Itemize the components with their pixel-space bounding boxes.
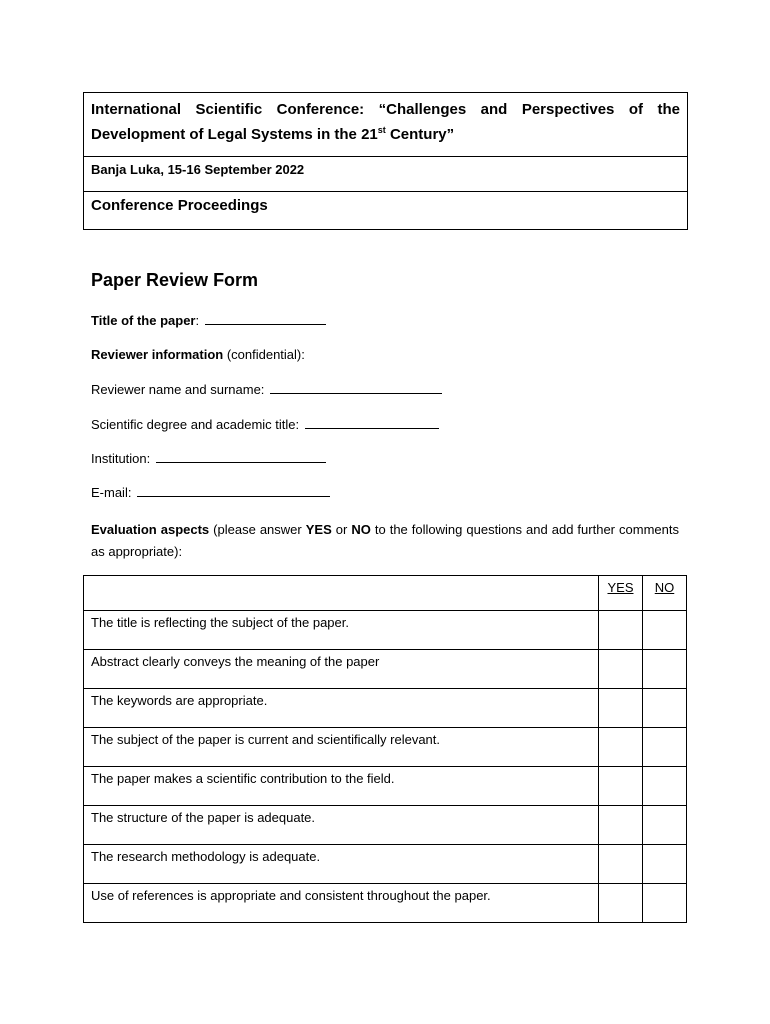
reviewer-name-line <box>91 382 442 397</box>
form-title: Paper Review Form <box>91 270 259 290</box>
yes-answer-cell[interactable] <box>599 728 643 767</box>
reviewer-name-label: Reviewer name and surname: <box>91 382 265 397</box>
table-row <box>84 611 687 650</box>
no-answer-cell[interactable] <box>643 767 687 806</box>
question-text: The paper makes a scientific contribution to the field. <box>84 767 599 806</box>
table-row <box>84 845 687 884</box>
conference-place-date: Banja Luka, 15-16 September 2022 <box>84 157 687 192</box>
yes-answer-cell[interactable] <box>599 845 643 884</box>
question-text: Use of references is appropriate and consistent throughout the paper. <box>84 884 599 923</box>
conference-title-sup: st <box>377 125 386 135</box>
institution-field[interactable] <box>156 452 326 463</box>
no-column-header <box>643 576 687 611</box>
paper-title-line <box>91 313 326 328</box>
email-field[interactable] <box>137 486 330 497</box>
no-answer-cell[interactable] <box>643 884 687 923</box>
reviewer-info-note: (confidential): <box>223 347 305 362</box>
table-row <box>84 728 687 767</box>
no-answer-cell[interactable] <box>643 728 687 767</box>
table-row <box>84 650 687 689</box>
yes-column-header <box>599 576 643 611</box>
yes-answer-cell[interactable] <box>599 689 643 728</box>
evaluation-label: Evaluation aspects <box>91 522 210 537</box>
question-text: The research methodology is adequate. <box>84 845 599 884</box>
conference-title-end: Century” <box>385 126 455 143</box>
email-line <box>91 485 330 500</box>
no-header-label: NO <box>654 580 675 595</box>
table-row <box>84 767 687 806</box>
question-text: The keywords are appropriate. <box>84 689 599 728</box>
table-row <box>84 884 687 923</box>
paper-title-colon: : <box>195 313 200 328</box>
evaluation-table <box>83 575 687 923</box>
conference-title <box>84 93 687 157</box>
conference-header-box <box>83 92 688 230</box>
yes-answer-cell[interactable] <box>599 884 643 923</box>
table-header-blank <box>84 576 599 611</box>
no-answer-cell[interactable] <box>643 689 687 728</box>
table-header-row <box>84 576 687 611</box>
evaluation-yes-word: YES <box>305 522 332 537</box>
table-row <box>84 689 687 728</box>
evaluation-text-1: (please answer <box>209 522 306 537</box>
paper-title-label: Title of the paper <box>91 313 196 328</box>
question-text: The subject of the paper is current and scientifically relevant. <box>84 728 599 767</box>
conference-proceedings: Conference Proceedings <box>91 197 268 214</box>
evaluation-instructions <box>91 519 679 563</box>
degree-field[interactable] <box>305 418 439 429</box>
reviewer-name-field[interactable] <box>270 383 442 394</box>
question-text: The structure of the paper is adequate. <box>84 806 599 845</box>
email-label: E-mail: <box>91 485 132 500</box>
question-text: Abstract clearly conveys the meaning of the paper <box>84 650 599 689</box>
conference-title-main: International Scientific Conference: “Challenges and Perspectives of the Development of Legal Systems in the 21 <box>91 101 680 143</box>
institution-label: Institution: <box>91 451 151 466</box>
no-answer-cell[interactable] <box>643 845 687 884</box>
reviewer-info-label: Reviewer information <box>91 347 224 362</box>
evaluation-no-word: NO <box>351 522 371 537</box>
degree-line <box>91 417 439 432</box>
yes-answer-cell[interactable] <box>599 650 643 689</box>
yes-answer-cell[interactable] <box>599 611 643 650</box>
evaluation-text-2: or <box>331 522 352 537</box>
yes-answer-cell[interactable] <box>599 767 643 806</box>
no-answer-cell[interactable] <box>643 650 687 689</box>
no-answer-cell[interactable] <box>643 806 687 845</box>
no-answer-cell[interactable] <box>643 611 687 650</box>
paper-title-field[interactable] <box>205 314 326 325</box>
table-row <box>84 806 687 845</box>
institution-line <box>91 451 326 466</box>
question-text: The title is reflecting the subject of the paper. <box>84 611 599 650</box>
yes-answer-cell[interactable] <box>599 806 643 845</box>
yes-header-label: YES <box>607 580 634 595</box>
degree-label: Scientific degree and academic title: <box>91 417 300 432</box>
evaluation-text-3: to the following questions and add further comments as appropriate): <box>91 522 679 559</box>
reviewer-info-line <box>91 347 305 362</box>
